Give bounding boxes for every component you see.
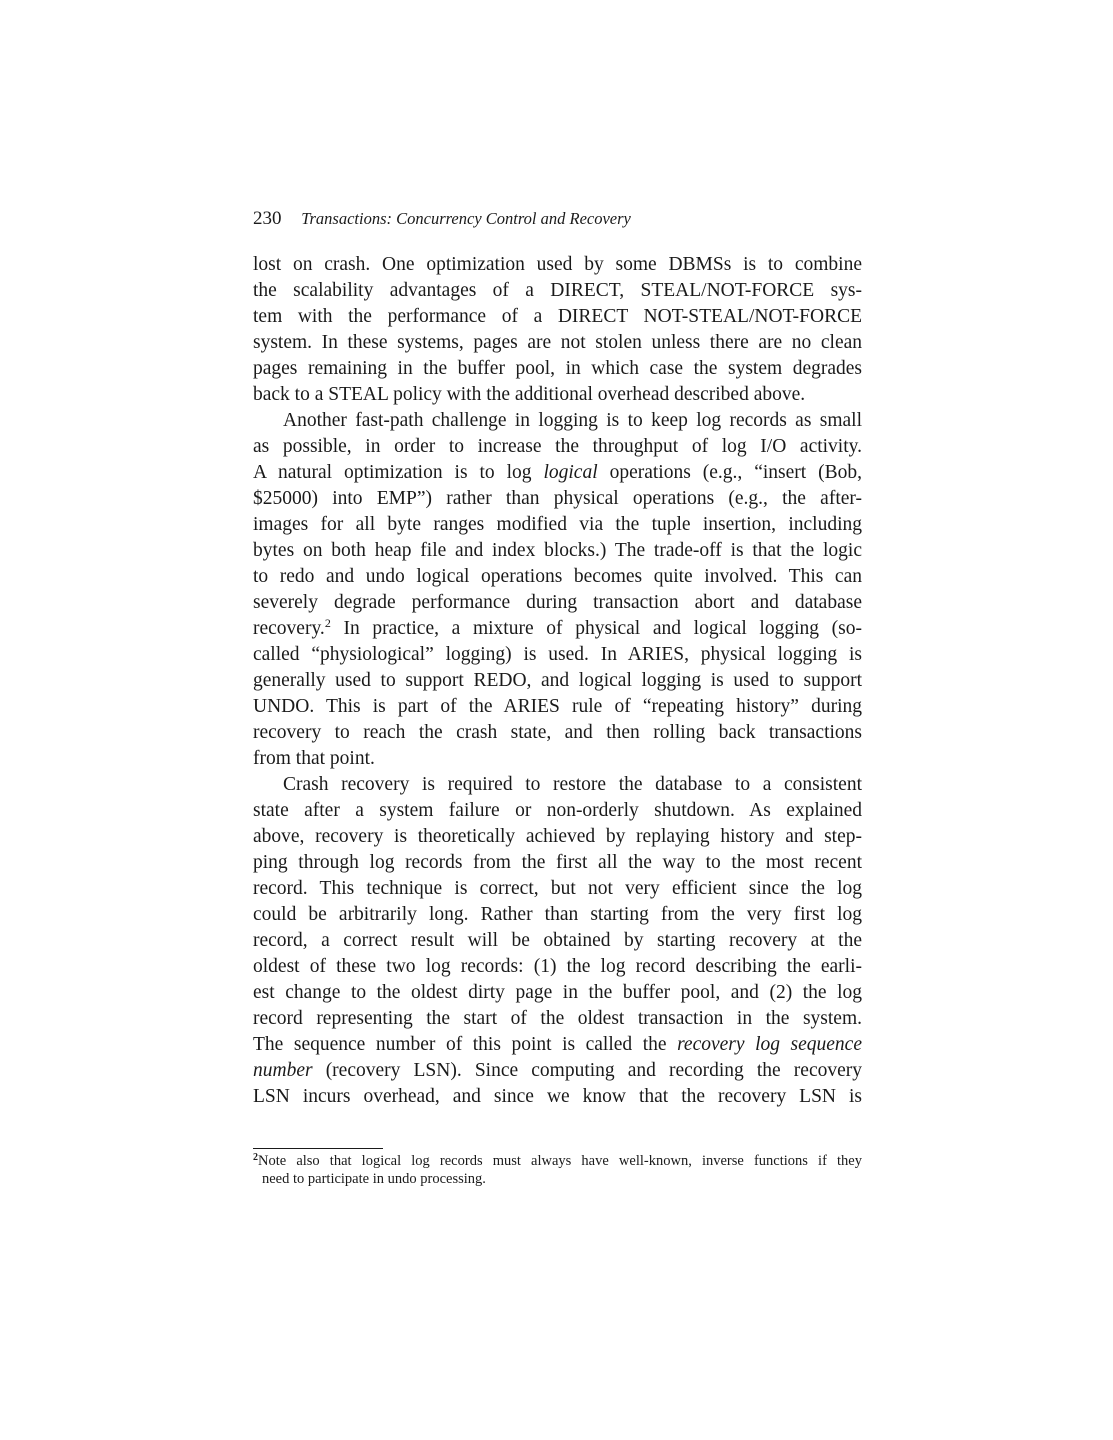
running-title: Transactions: Concurrency Control and Recovery bbox=[301, 209, 631, 228]
text-line: the scalability advantages of a DIRECT, STEAL/NOT-FORCE sys- bbox=[253, 280, 862, 301]
text-line: record representing the start of the oldest transaction in the system. bbox=[253, 1008, 862, 1029]
text-line: est change to the oldest dirty page in the buffer pool, and (2) the log bbox=[253, 982, 862, 1003]
text-line: tem with the performance of a DIRECT NOT-STEAL/NOT-FORCE bbox=[253, 306, 862, 327]
text-line: The sequence number of this point is called the recovery log sequence bbox=[253, 1034, 862, 1055]
footnote-reference[interactable]: 2 bbox=[324, 616, 331, 630]
footnote-marker: 2 bbox=[253, 1152, 258, 1163]
footnote-line: $^2$Note also that logical log records must always have well-known, inverse functions if they bbox=[253, 1152, 862, 1169]
text-line: LSN incurs overhead, and since we know that the recovery LSN is bbox=[253, 1086, 862, 1107]
text-line: Crash recovery is required to restore the database to a consistent bbox=[283, 774, 862, 795]
text-line: back to a STEAL policy with the additional overhead described above. bbox=[253, 384, 806, 405]
text-line: UNDO. This is part of the ARIES rule of “repeating history” during bbox=[253, 696, 862, 717]
text-line: could be arbitrarily long. Rather than starting from the very first log bbox=[253, 904, 862, 925]
text-line: number (recovery LSN). Since computing and recording the recovery bbox=[253, 1060, 862, 1081]
emphasis-term: number bbox=[253, 1060, 313, 1081]
text-line: ping through log records from the first all the way to the most recent bbox=[253, 852, 862, 873]
text-line: record, a correct result will be obtained by starting recovery at the bbox=[253, 930, 862, 951]
text-line: to redo and undo logical operations becomes quite involved. This can bbox=[253, 566, 862, 587]
footnote bbox=[253, 1152, 862, 1188]
text-line: record. This technique is correct, but not very efficient since the log bbox=[253, 878, 862, 899]
text-line: system. In these systems, pages are not stolen unless there are no clean bbox=[253, 332, 862, 353]
text-line: lost on crash. One optimization used by some DBMSs is to combine bbox=[253, 254, 862, 275]
running-header bbox=[253, 207, 862, 231]
footnote-divider bbox=[253, 1148, 383, 1149]
emphasis-logical: logical bbox=[543, 462, 598, 483]
text-line: above, recovery is theoretically achieved by replaying history and step- bbox=[253, 826, 862, 847]
text-line: images for all byte ranges modified via the tuple insertion, including bbox=[253, 514, 862, 535]
text-line: generally used to support REDO, and logical logging is used to support bbox=[253, 670, 862, 691]
text-line: severely degrade performance during transaction abort and database bbox=[253, 592, 862, 613]
text-line: oldest of these two log records: (1) the log record describing the earli- bbox=[253, 956, 862, 977]
text-line: Another fast-path challenge in logging is to keep log records as small bbox=[283, 410, 862, 431]
text-line: $25000) into EMP”) rather than physical operations (e.g., the after- bbox=[253, 488, 862, 509]
text-line: called “physiological” logging) is used. In ARIES, physical logging is bbox=[253, 644, 862, 665]
text-line: pages remaining in the buffer pool, in which case the system degrades bbox=[253, 358, 862, 379]
text-line: bytes on both heap file and index blocks.) The trade-off is that the logic bbox=[253, 540, 862, 561]
text-line: from that point. bbox=[253, 748, 375, 769]
page-number: 230 bbox=[253, 208, 282, 229]
text-line: A natural optimization is to log logical operations (e.g., “insert (Bob, bbox=[253, 462, 862, 483]
body-text bbox=[253, 252, 862, 1110]
text-line: as possible, in order to increase the throughput of log I/O activity. bbox=[253, 436, 862, 457]
emphasis-term: recovery log sequence bbox=[677, 1034, 862, 1055]
text-line: recovery to reach the crash state, and then rolling back transactions bbox=[253, 722, 862, 743]
text-line: state after a system failure or non-orderly shutdown. As explained bbox=[253, 800, 862, 821]
text-line: recovery.$^2$ In practice, a mixture of physical and logical logging (so- bbox=[253, 616, 862, 639]
footnote-line: need to participate in undo processing. bbox=[262, 1171, 486, 1187]
